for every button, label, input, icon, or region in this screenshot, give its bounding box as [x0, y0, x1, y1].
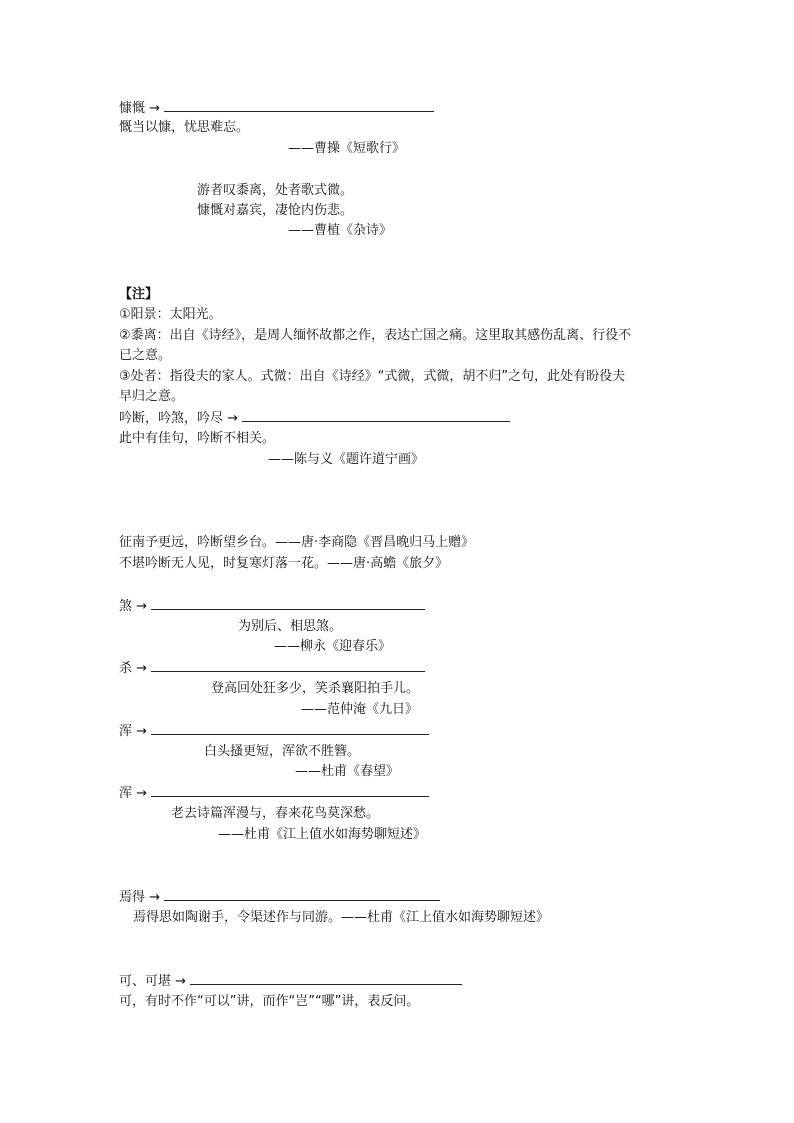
answer-blank[interactable] — [151, 784, 429, 797]
note-item: 已之意。 — [119, 348, 172, 363]
term-sha2 — [119, 659, 425, 678]
term-yinduan — [119, 409, 510, 428]
quote-source: ——范仲淹《九日》 — [301, 702, 419, 717]
note-item: 早归之意。 — [119, 389, 185, 404]
term-label: 吟断，吟煞，吟尽 → — [119, 411, 239, 426]
quote-line: 征南予更远，吟断望乡台。——唐·李商隐《晋昌晚归马上赠》 — [119, 535, 475, 550]
quote-line: 游者叹黍离，处者歌式微。 — [197, 183, 354, 198]
note-item: ①阳景：太阳光。 — [119, 307, 222, 322]
term-label: 浑 → — [119, 724, 148, 739]
term-hun2 — [119, 784, 429, 803]
term-kekan — [119, 972, 462, 991]
quote-line: 此中有佳句，吟断不相关。 — [119, 431, 276, 446]
term-kangkai — [119, 99, 434, 118]
answer-blank[interactable] — [164, 99, 434, 112]
term-label: 杀 → — [119, 661, 148, 676]
term-hun — [119, 722, 429, 741]
quote-line: 慨当以慷，忧思难忘。 — [119, 120, 250, 135]
quote-line: 慷慨对嘉宾，凄怆内伤悲。 — [197, 203, 354, 218]
answer-blank[interactable] — [164, 888, 440, 901]
quote-source: ——曹植《杂诗》 — [288, 223, 393, 238]
quote-line: 不堪吟断无人见，时复寒灯落一花。——唐·高蟾《旅夕》 — [119, 556, 449, 571]
term-yande — [119, 888, 440, 907]
quote-source: ——杜甫《春望》 — [295, 764, 400, 779]
notes-title: 【注】 — [119, 287, 159, 302]
term-label: 焉得 → — [119, 890, 161, 905]
answer-blank[interactable] — [151, 597, 425, 610]
answer-blank[interactable] — [190, 972, 462, 985]
term-label: 煞 → — [119, 599, 148, 614]
answer-blank[interactable] — [151, 659, 425, 672]
quote-source: ——杜甫《江上值水如海势聊短述》 — [218, 827, 427, 842]
term-label: 慷慨 → — [119, 101, 161, 116]
note-item: ③处者：指役夫的家人。式微：出自《诗经》“式微，式微，胡不归”之句，此处有盼役夫 — [119, 369, 626, 384]
quote-line: 焉得思如陶谢手，令渠述作与同游。——杜甫《江上值水如海势聊短述》 — [133, 910, 550, 925]
quote-line: 白头搔更短，浑欲不胜簪。 — [204, 744, 361, 759]
quote-source: ——陈与义《题许道宁画》 — [268, 452, 425, 467]
quote-line: 老去诗篇浑漫与，春来花鸟莫深愁。 — [171, 806, 380, 821]
explanation-line: 可，有时不作“可以”讲，而作“岂”“哪”讲，表反问。 — [119, 994, 420, 1009]
quote-source: ——曹操《短歌行》 — [288, 141, 406, 156]
term-label: 可、可堪 → — [119, 974, 187, 989]
quote-source: ——柳永《迎春乐》 — [274, 639, 392, 654]
term-sha — [119, 597, 425, 616]
answer-blank[interactable] — [151, 722, 429, 735]
quote-line: 为别后、相思煞。 — [238, 619, 343, 634]
term-label: 浑 → — [119, 786, 148, 801]
quote-line: 登高回处狂多少，笑杀襄阳拍手儿。 — [211, 681, 420, 696]
note-item: ②黍离：出自《诗经》，是周人缅怀故都之作，表达亡国之痛。这里取其感伤乱离、行役不 — [119, 328, 632, 343]
answer-blank[interactable] — [242, 409, 510, 422]
